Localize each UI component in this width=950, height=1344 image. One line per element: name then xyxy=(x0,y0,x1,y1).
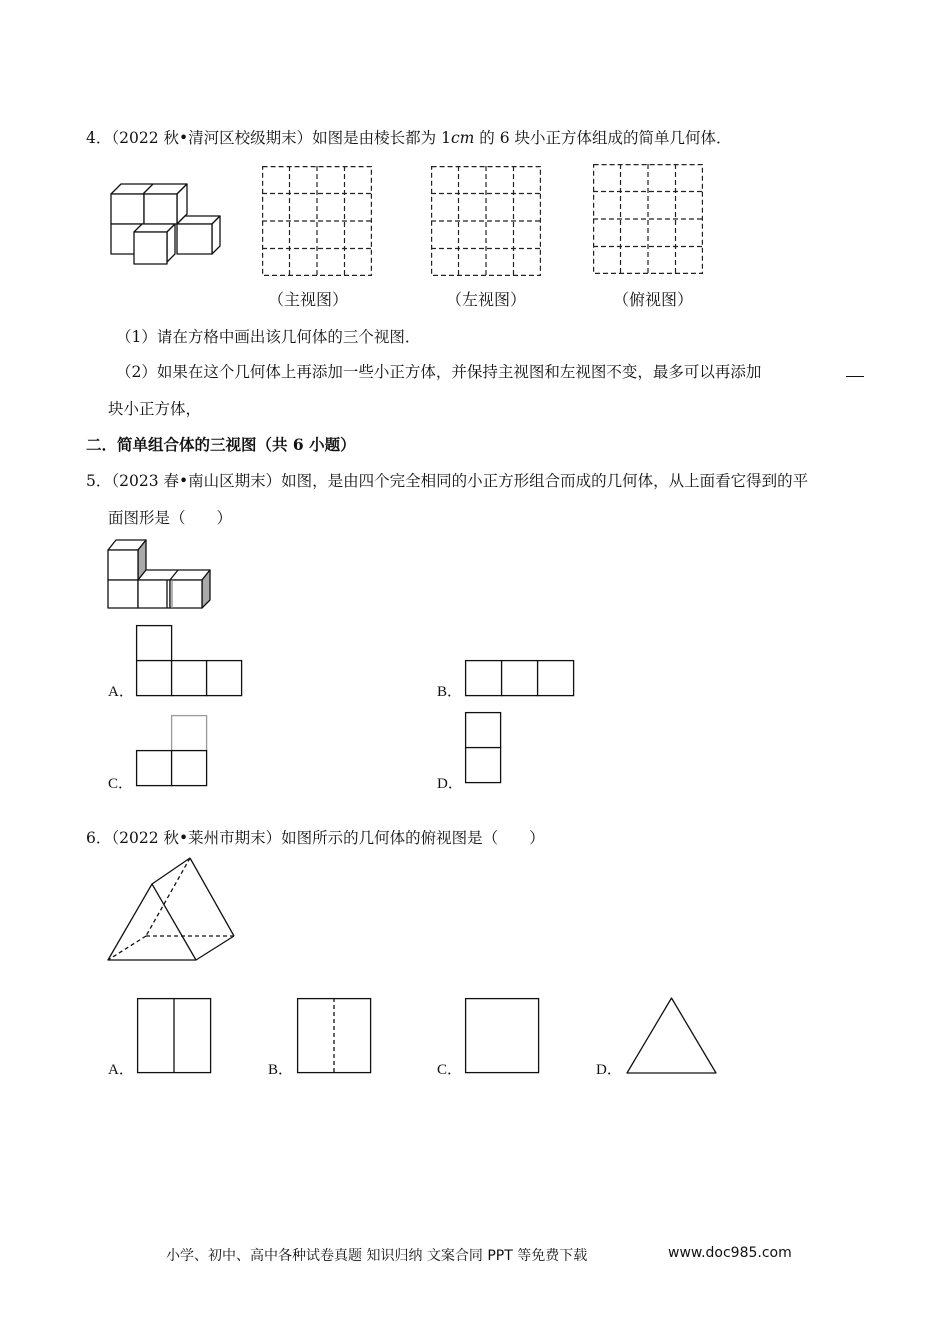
q6-option-a-figure[interactable] xyxy=(137,998,212,1074)
section2-title: 二．简单组合体的三视图（共 6 小题） xyxy=(86,435,356,454)
q5-option-a-label[interactable]: A． xyxy=(108,684,134,700)
q4-answer-blank[interactable] xyxy=(846,362,864,381)
q4-grid-top xyxy=(593,164,703,274)
q5-cube-figure xyxy=(106,538,212,610)
q6-option-d-label[interactable]: D． xyxy=(596,1062,622,1078)
q6-option-c-label[interactable]: C． xyxy=(437,1062,463,1078)
q6-option-c-figure[interactable] xyxy=(465,998,540,1074)
q5-option-b-label[interactable]: B． xyxy=(437,684,463,700)
q5-stem-text: 如图，是由四个完全相同的小正方形组合而成的几何体，从上面看它得到的平 xyxy=(281,472,809,490)
q4-source: （2022 秋•清河区校级期末） xyxy=(111,129,313,147)
q5-option-a-figure[interactable] xyxy=(136,625,242,697)
q5-number: 5． xyxy=(86,472,112,490)
q4-stem-text-b: 的 6 块小正方体组成的简单几何体． xyxy=(474,129,732,147)
q4-part2-cont: 块小正方体， xyxy=(108,400,202,418)
q4-caption-top: （俯视图） xyxy=(613,290,694,309)
q4-caption-front: （主视图） xyxy=(268,290,349,309)
q4-caption-left: （左视图） xyxy=(446,290,527,309)
q4-part2 xyxy=(116,362,761,382)
q6-source: （2022 秋•莱州市期末） xyxy=(111,829,282,847)
q5-option-d-label[interactable]: D． xyxy=(437,776,463,792)
q6-number: 6． xyxy=(86,829,112,847)
q6-option-d-figure[interactable] xyxy=(626,997,718,1075)
q4-number: 4． xyxy=(86,129,112,147)
footer-url[interactable]: www.doc985.com xyxy=(668,1245,792,1261)
q4-grid-left xyxy=(431,166,541,276)
q5-stem-line2: 面图形是（ ） xyxy=(108,509,233,527)
q4-cube-figure xyxy=(105,180,225,270)
q6-stem-text: 如图所示的几何体的俯视图是（ ） xyxy=(281,829,545,847)
q5-stem-line1 xyxy=(86,471,808,491)
q4-grid-front xyxy=(262,166,372,276)
q5-option-b-figure[interactable] xyxy=(465,660,574,697)
q6-option-a-label[interactable]: A． xyxy=(108,1062,134,1078)
q6-option-b-label[interactable]: B． xyxy=(268,1062,294,1078)
q5-option-c-figure[interactable] xyxy=(136,715,208,787)
q5-source: （2023 春•南山区期末） xyxy=(111,472,282,490)
q6-stem xyxy=(86,828,545,848)
q4-part2-text: （2）如果在这个几何体上再添加一些小正方体，并保持主视图和左视图不变，最多可以再添加 xyxy=(116,363,762,381)
q4-part1: （1）请在方格中画出该几何体的三个视图． xyxy=(116,328,421,346)
q5-option-c-label[interactable]: C． xyxy=(108,776,134,792)
q4-unit: cm xyxy=(450,129,475,147)
q6-option-b-figure[interactable] xyxy=(297,998,372,1074)
q5-option-d-figure[interactable] xyxy=(465,712,503,784)
footer-text: 小学、初中、高中各种试卷真题 知识归纳 文案合同 PPT 等免费下载 xyxy=(166,1248,588,1264)
q4-stem xyxy=(86,128,732,148)
q4-stem-text-a: 如图是由棱长都为 1 xyxy=(312,129,451,147)
q6-prism-figure xyxy=(106,856,238,964)
